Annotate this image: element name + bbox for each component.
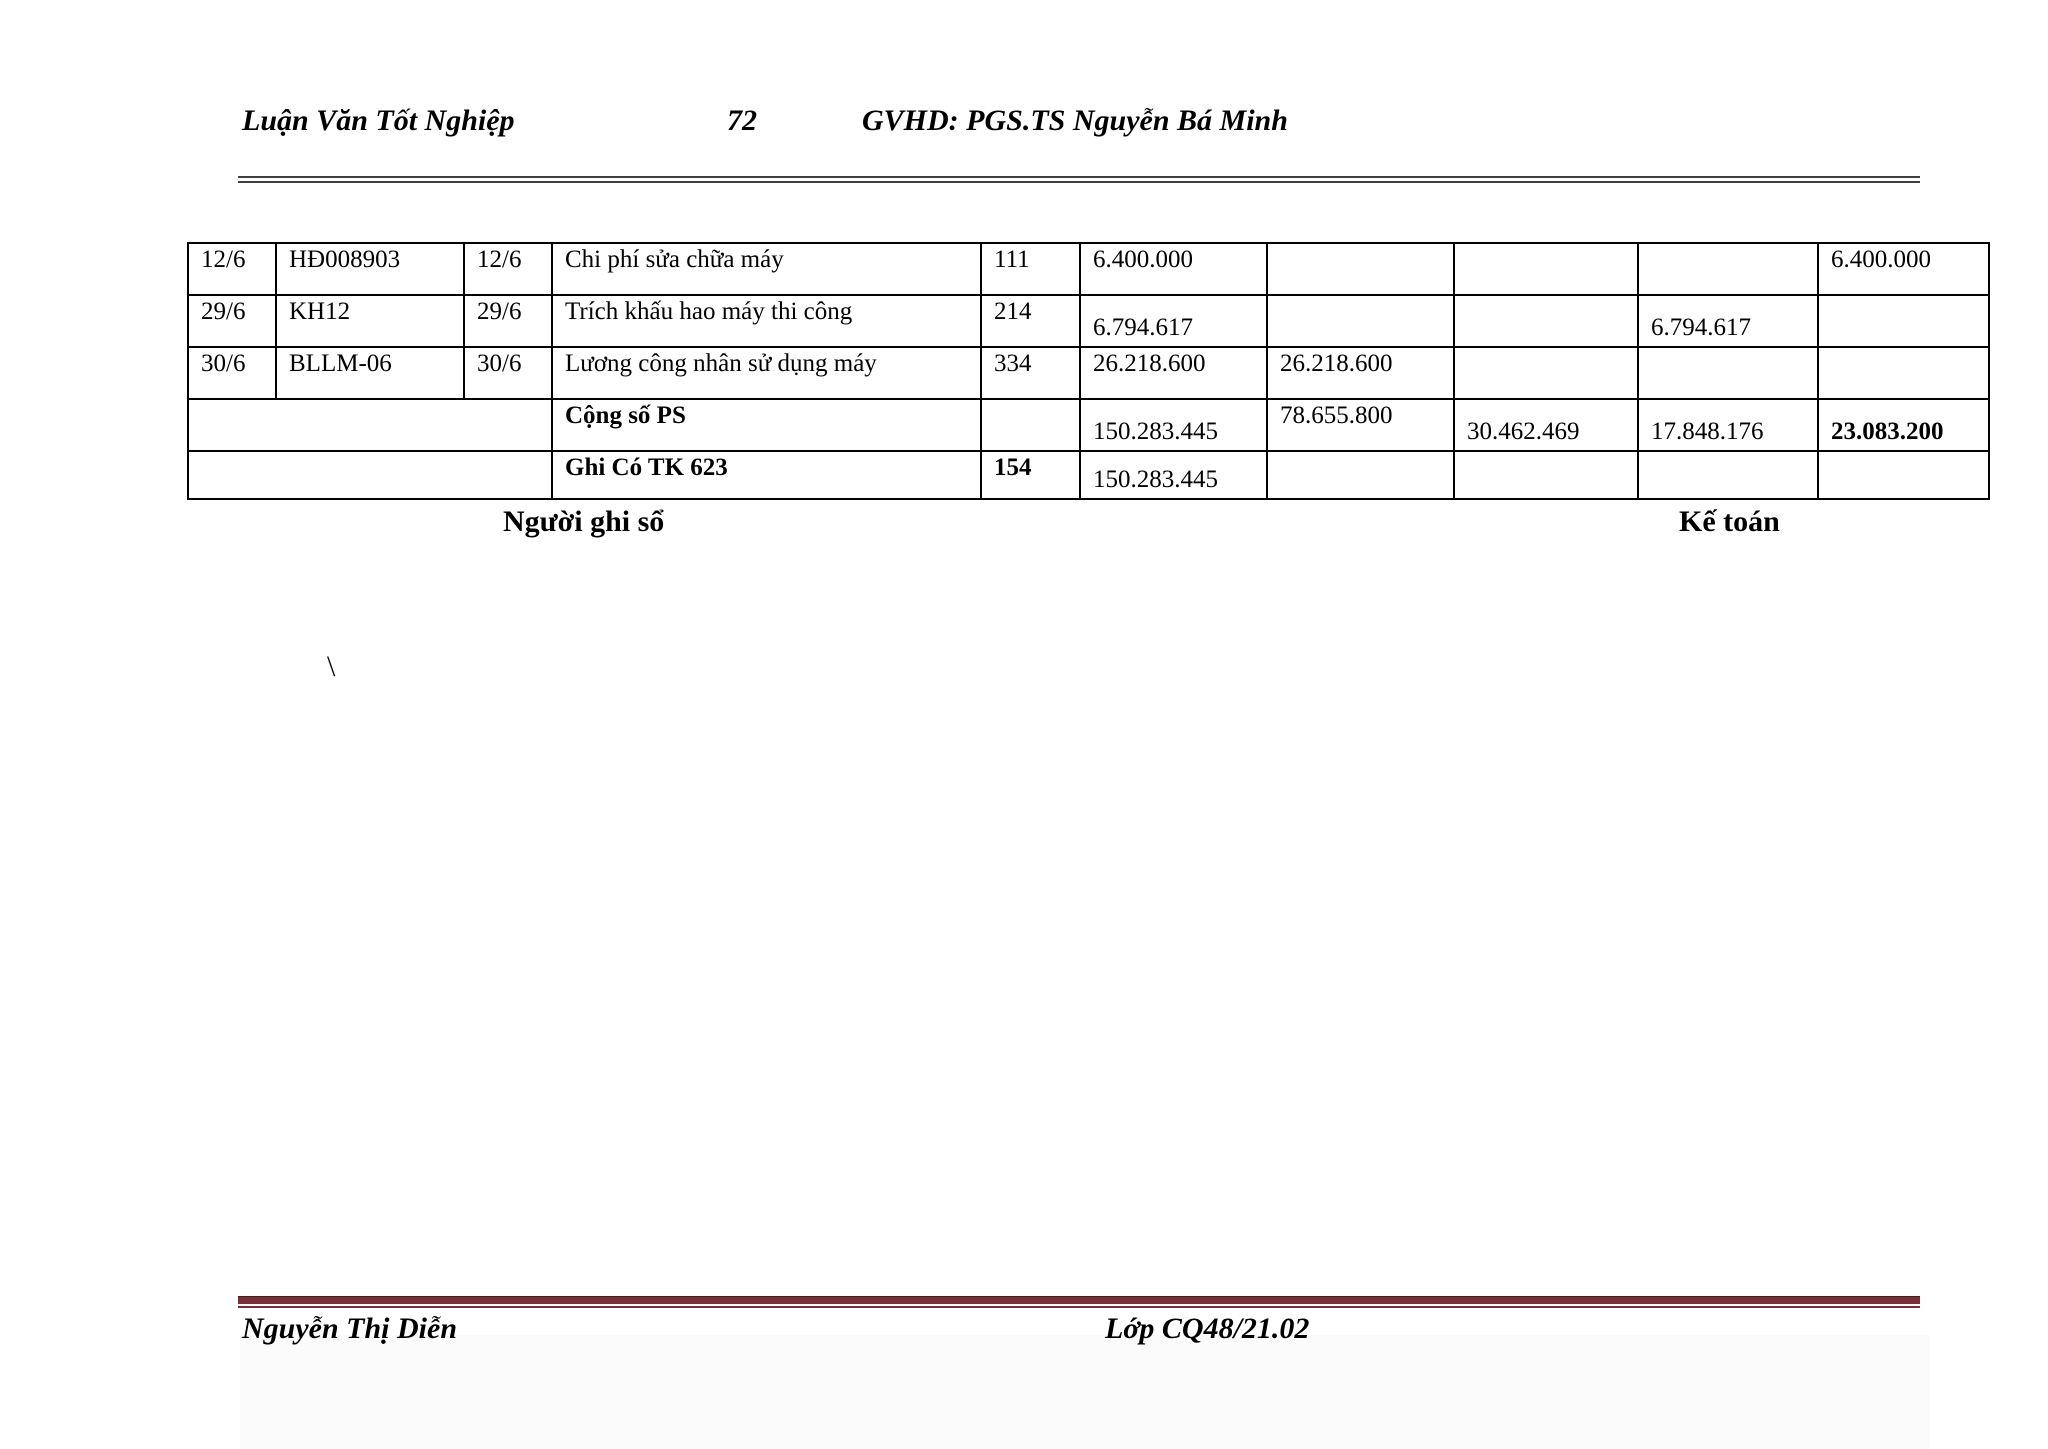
cell-total: 6.794.617 [1080,295,1267,347]
ledger-table [187,242,1990,500]
header-thesis-title: Luận Văn Tốt Nghiệp [242,104,515,137]
cell-empty [188,399,552,451]
cell-account: 154 [981,451,1080,499]
cell-voucher-number: KH12 [276,295,464,347]
total-row [188,399,1989,451]
cell-amount: 6.794.617 [1638,295,1818,347]
cell-account: 214 [981,295,1080,347]
cell-amount: 6.400.000 [1818,243,1989,295]
cell-voucher-number: BLLM-06 [276,347,464,399]
cell-amount [1818,295,1989,347]
cell-account [981,399,1080,451]
cell-voucher-number: HĐ008903 [276,243,464,295]
cell-account: 111 [981,243,1080,295]
cell-amount [1454,243,1638,295]
page-bottom-shade [240,1335,1930,1449]
cell-voucher-date: 30/6 [464,347,552,399]
cell-amount [1454,295,1638,347]
credit-row [188,451,1989,499]
cell-voucher-date: 12/6 [464,243,552,295]
cell-amount [1454,347,1638,399]
cell-amount: 23.083.200 [1818,399,1989,451]
cell-amount [1638,243,1818,295]
cell-total: 150.283.445 [1080,451,1267,499]
header-rule [238,176,1920,183]
cell-amount [1638,451,1818,499]
table-row [188,347,1989,399]
stray-backslash: \ [327,650,336,683]
cell-amount [1638,347,1818,399]
cell-voucher-date: 29/6 [464,295,552,347]
cell-description: Lương công nhân sử dụng máy [552,347,981,399]
footer-rule [238,1296,1920,1304]
signature-recorder: Người ghi sổ [503,505,665,538]
cell-total: 150.283.445 [1080,399,1267,451]
cell-empty [188,451,552,499]
cell-amount [1818,347,1989,399]
total-row-label: Cộng số PS [552,399,981,451]
cell-amount [1267,243,1454,295]
cell-amount [1267,451,1454,499]
cell-date: 12/6 [188,243,276,295]
cell-amount: 26.218.600 [1267,347,1454,399]
table-row [188,243,1989,295]
cell-description: Trích khấu hao máy thi công [552,295,981,347]
cell-amount [1267,295,1454,347]
cell-total: 26.218.600 [1080,347,1267,399]
footer-author: Nguyễn Thị Diễn [242,1312,458,1345]
cell-amount: 17.848.176 [1638,399,1818,451]
table-row [188,295,1989,347]
header-advisor: GVHD: PGS.TS Nguyễn Bá Minh [862,104,1288,137]
cell-date: 30/6 [188,347,276,399]
cell-amount: 78.655.800 [1267,399,1454,451]
cell-date: 29/6 [188,295,276,347]
footer-rule-thin [238,1306,1920,1308]
footer-class: Lớp CQ48/21.02 [1105,1312,1310,1345]
signature-accountant: Kế toán [1679,505,1780,538]
cell-total: 6.400.000 [1080,243,1267,295]
cell-account: 334 [981,347,1080,399]
cell-amount [1454,451,1638,499]
cell-amount [1818,451,1989,499]
cell-amount: 30.462.469 [1454,399,1638,451]
credit-row-label: Ghi Có TK 623 [552,451,981,499]
cell-description: Chi phí sửa chữa máy [552,243,981,295]
header-page-number: 72 [727,104,757,137]
